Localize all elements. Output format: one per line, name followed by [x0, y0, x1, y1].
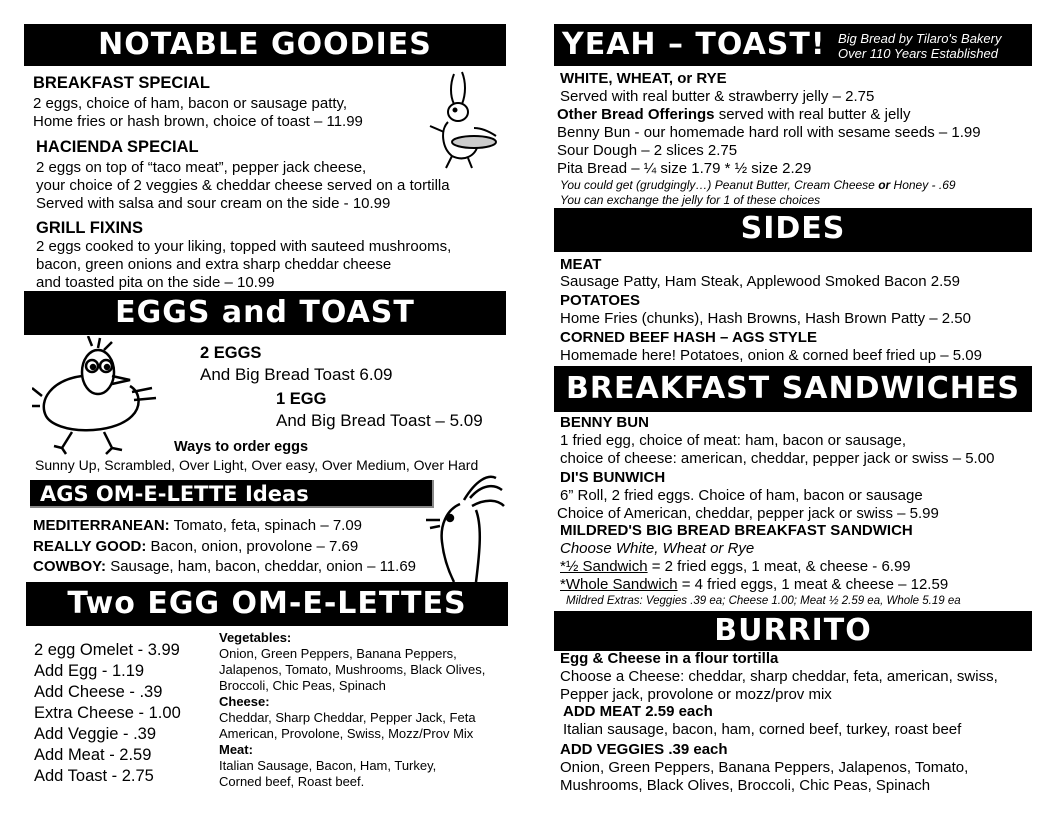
di-bunwich-title: DI'S BUNWICH [560, 469, 666, 486]
sides-meat-title: MEAT [560, 256, 602, 273]
notable-goodies-header: NOTABLE GOODIES [24, 24, 506, 66]
burrito-add-meat-title: ADD MEAT 2.59 each [563, 703, 713, 720]
eggs-toast-header: EGGS and TOAST [24, 291, 506, 335]
omelette-price-item: Add Cheese - .39 [34, 683, 163, 701]
burrito-line: Mushrooms, Black Olives, Broccoli, Chic Peas, Spinach [560, 777, 931, 794]
exchange-note: You can exchange the jelly for 1 of these choices [560, 193, 821, 207]
vegetables-line: Broccoli, Chic Peas, Spinach [219, 678, 386, 693]
cheese-title: Cheese: [219, 694, 270, 709]
omelette-idea-item: MEDITERRANEAN: Tomato, feta, spinach – 7.09 [33, 517, 363, 534]
mildred-extras: Mildred Extras: Veggies .39 ea; Cheese 1.00; Meat ½ 2.59 ea, Whole 5.19 ea [566, 595, 961, 607]
omelette-price-item: Add Meat - 2.59 [34, 746, 152, 764]
chicken-illustration [32, 336, 172, 456]
sides-header: SIDES [554, 208, 1032, 252]
sides-potatoes-title: POTATOES [560, 292, 641, 309]
one-egg-desc: And Big Bread Toast – 5.09 [276, 411, 483, 430]
burrito-egg-cheese-title: Egg & Cheese in a flour tortilla [560, 650, 779, 667]
burrito-header: BURRITO [554, 611, 1032, 651]
burrito-line: Choose a Cheese: cheddar, sharp cheddar, feta, american, swiss, [560, 668, 998, 685]
bread-line: Sour Dough – 2 slices 2.75 [557, 142, 738, 159]
hacienda-special-line: 2 eggs on top of “taco meat”, pepper jack cheese, [36, 159, 367, 176]
bread-line: Served with real butter & strawberry jelly – 2.75 [560, 88, 875, 105]
bread-line: Benny Bun - our homemade hard roll with sesame seeds – 1.99 [557, 124, 981, 141]
omelette-ingredients [219, 630, 485, 790]
cheese-line: American, Provolone, Swiss, Mozz/Prov Mix [219, 726, 474, 741]
grill-fixins-line: 2 eggs cooked to your liking, topped with sauteed mushrooms, [36, 238, 452, 255]
omelette-price-item: Extra Cheese - 1.00 [34, 704, 181, 722]
two-eggs-desc: And Big Bread Toast 6.09 [200, 365, 393, 384]
character-illustration [416, 470, 508, 582]
cheese-line: Cheddar, Sharp Cheddar, Pepper Jack, Feta [219, 710, 476, 725]
meat-title: Meat: [219, 742, 253, 757]
vegetables-line: Jalapenos, Tomato, Mushrooms, Black Olives, [219, 662, 486, 677]
hacienda-special-line: your choice of 2 veggies & cheddar cheese served on a tortilla [36, 177, 450, 194]
two-egg-omelettes-header: Two EGG OM-E-LETTES [26, 582, 508, 626]
ways-to-order-title: Ways to order eggs [174, 439, 309, 455]
sides-hash-title: CORNED BEEF HASH – AGS STYLE [560, 329, 817, 346]
omelette-price-list [34, 640, 181, 787]
grill-fixins-title: GRILL FIXINS [36, 219, 143, 237]
mildred-half: *½ Sandwich = 2 fried eggs, 1 meat, & cheese - 6.99 [560, 558, 911, 575]
omelette-price-item: Add Egg - 1.19 [34, 662, 145, 680]
burrito-line: Italian sausage, bacon, ham, corned beef, turkey, roast beef [563, 721, 962, 738]
breakfast-special-line: Home fries or hash brown, choice of toast – 11.99 [33, 113, 363, 130]
sides-hash-desc: Homemade here! Potatoes, onion & corned beef fried up – 5.09 [560, 347, 982, 364]
vegetables-line: Onion, Green Peppers, Banana Peppers, [219, 646, 457, 661]
burrito-add-veggies-title: ADD VEGGIES .39 each [560, 741, 728, 758]
two-eggs-title: 2 EGGS [200, 344, 262, 362]
di-bunwich-line: 6” Roll, 2 fried eggs. Choice of ham, bacon or sausage [560, 487, 923, 504]
omelette-price-item: 2 egg Omelet - 3.99 [34, 641, 180, 659]
benny-bun-line: 1 fried egg, choice of meat: ham, bacon or sausage, [560, 432, 907, 449]
breakfast-special-title: BREAKFAST SPECIAL [33, 74, 210, 92]
omelette-price-item: Add Toast - 2.75 [34, 767, 154, 785]
sides-potatoes-desc: Home Fries (chunks), Hash Browns, Hash Brown Patty – 2.50 [560, 310, 971, 327]
spread-note: You could get (grudgingly…) Peanut Butter, Cream Cheese or Honey - .69 [560, 178, 956, 192]
omelette-ideas-header: AGS OM-E-LETTE Ideas [30, 480, 434, 508]
bakery-note: Big Bread by Tilaro's Bakery [838, 31, 1002, 46]
white-wheat-rye-title: WHITE, WHEAT, or RYE [560, 70, 727, 87]
one-egg-title: 1 EGG [276, 390, 327, 408]
vegetables-title: Vegetables: [219, 630, 292, 645]
omelette-price-item: Add Veggie - .39 [34, 725, 157, 743]
omelette-idea-item: REALLY GOOD: Bacon, onion, provolone – 7.69 [33, 538, 359, 555]
bakery-note: Over 110 Years Established [838, 46, 998, 61]
rabbit-chef-illustration [424, 70, 506, 170]
benny-bun-title: BENNY BUN [560, 414, 649, 431]
omelette-idea-item: COWBOY: Sausage, ham, bacon, cheddar, onion – 11.69 [33, 558, 417, 575]
sides-meat-desc: Sausage Patty, Ham Steak, Applewood Smoked Bacon 2.59 [560, 273, 960, 290]
ways-to-order-list: Sunny Up, Scrambled, Over Light, Over easy, Over Medium, Over Hard [35, 457, 479, 473]
grill-fixins-line: bacon, green onions and extra sharp cheddar cheese [36, 256, 392, 273]
mildred-title: MILDRED'S BIG BREAD BREAKFAST SANDWICH [560, 522, 913, 539]
burrito-line: Onion, Green Peppers, Banana Peppers, Jalapenos, Tomato, [560, 759, 969, 776]
toast-header-title: YEAH – TOAST! [562, 27, 826, 62]
benny-bun-line: choice of cheese: american, cheddar, pepper jack or swiss – 5.00 [560, 450, 995, 467]
di-bunwich-line: Choice of American, cheddar, pepper jack or swiss – 5.99 [557, 505, 939, 522]
breakfast-special-line: 2 eggs, choice of ham, bacon or sausage patty, [33, 95, 348, 112]
toast-header [554, 24, 1032, 66]
bread-line: Pita Bread – ¼ size 1.79 * ½ size 2.29 [557, 160, 812, 177]
hacienda-special-line: Served with salsa and sour cream on the side - 10.99 [36, 195, 391, 212]
grill-fixins-line: and toasted pita on the side – 10.99 [36, 274, 275, 291]
bread-line: Other Bread Offerings served with real butter & jelly [557, 106, 911, 123]
breakfast-sandwiches-header: BREAKFAST SANDWICHES [554, 366, 1032, 412]
meat-line: Italian Sausage, Bacon, Ham, Turkey, [219, 758, 437, 773]
mildred-line: Choose White, Wheat or Rye [560, 540, 755, 557]
hacienda-special-title: HACIENDA SPECIAL [36, 138, 199, 156]
mildred-whole: *Whole Sandwich = 4 fried eggs, 1 meat & cheese – 12.59 [560, 576, 949, 593]
burrito-line: Pepper jack, provolone or mozz/prov mix [560, 686, 832, 703]
meat-line: Corned beef, Roast beef. [219, 774, 365, 789]
